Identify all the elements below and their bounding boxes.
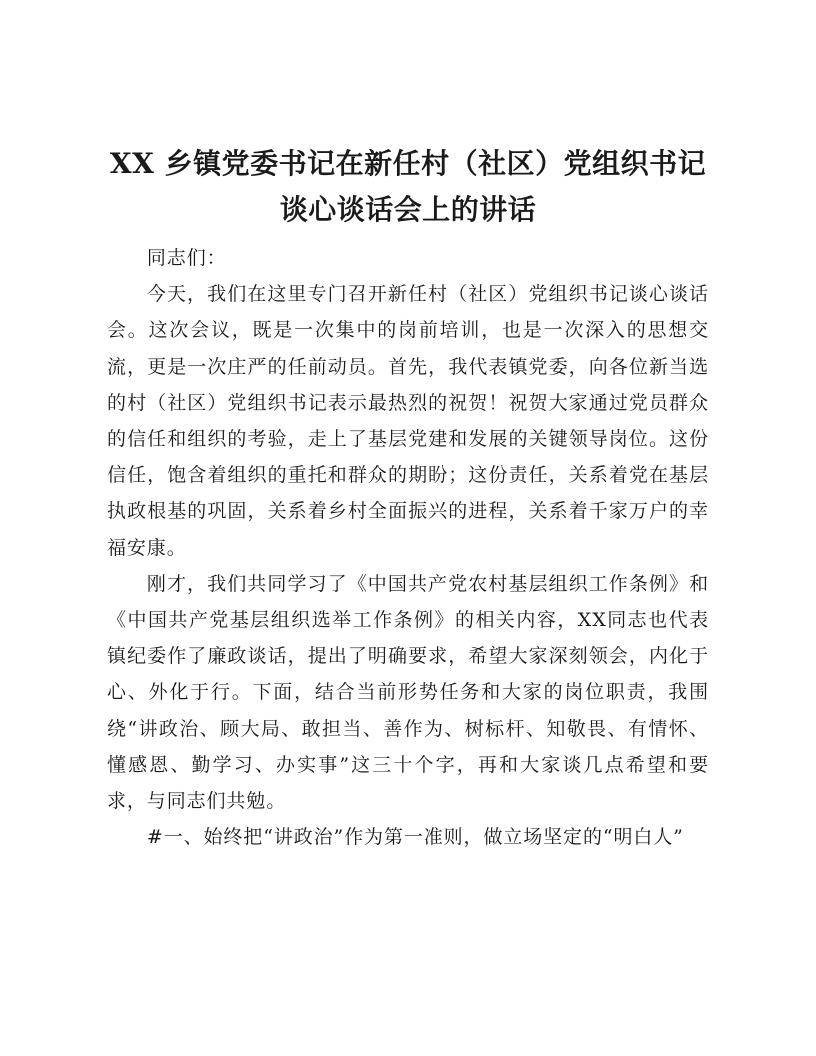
document-body (107, 240, 709, 855)
salutation: 同志们： (146, 247, 227, 269)
document-title-line-2: 谈心谈话会上的讲话 (279, 193, 537, 226)
section-heading-1: #一、始终把“讲政治”作为第一准则，做立场坚定的“明白人” (146, 826, 684, 849)
paragraph-study-review: 刚才，我们共同学习了《中国共产党农村基层组织工作条例》和《中国共产党基层组织选举工作条例》的相关内容，XX同志也代表镇纪委作了廉政谈话，提出了明确要求，希望大家深刻领会，内化于心、外化于行。下面，结合当前形势任务和大家的岗位职责，我围绕“讲政治、顾大局、敢担当、善作为、树标杆、知敬畏、有情怀、懂感恩、勤学习、办实事”这三十个字，再和大家谈几点希望和要求，与同志们共勉。 (107, 572, 709, 813)
document-title-line-1: XX 乡镇党委书记在新任村（社区）党组织书记 (109, 147, 707, 180)
paragraph-opening: 今天，我们在这里专门召开新任村（社区）党组织书记谈心谈话会。这次会议，既是一次集中的岗前培训，也是一次深入的思想交流，更是一次庄严的任前动员。首先，我代表镇党委，向各位新当选的村（社区）党组织书记表示最热烈的祝贺！祝贺大家通过党员群众的信任和组织的考验，走上了基层党建和发展的关键领导岗位。这份信任，饱含着组织的重托和群众的期盼；这份责任，关系着党在基层执政根基的巩固，关系着乡村全面振兴的进程，关系着千家万户的幸福安康。 (107, 283, 709, 559)
